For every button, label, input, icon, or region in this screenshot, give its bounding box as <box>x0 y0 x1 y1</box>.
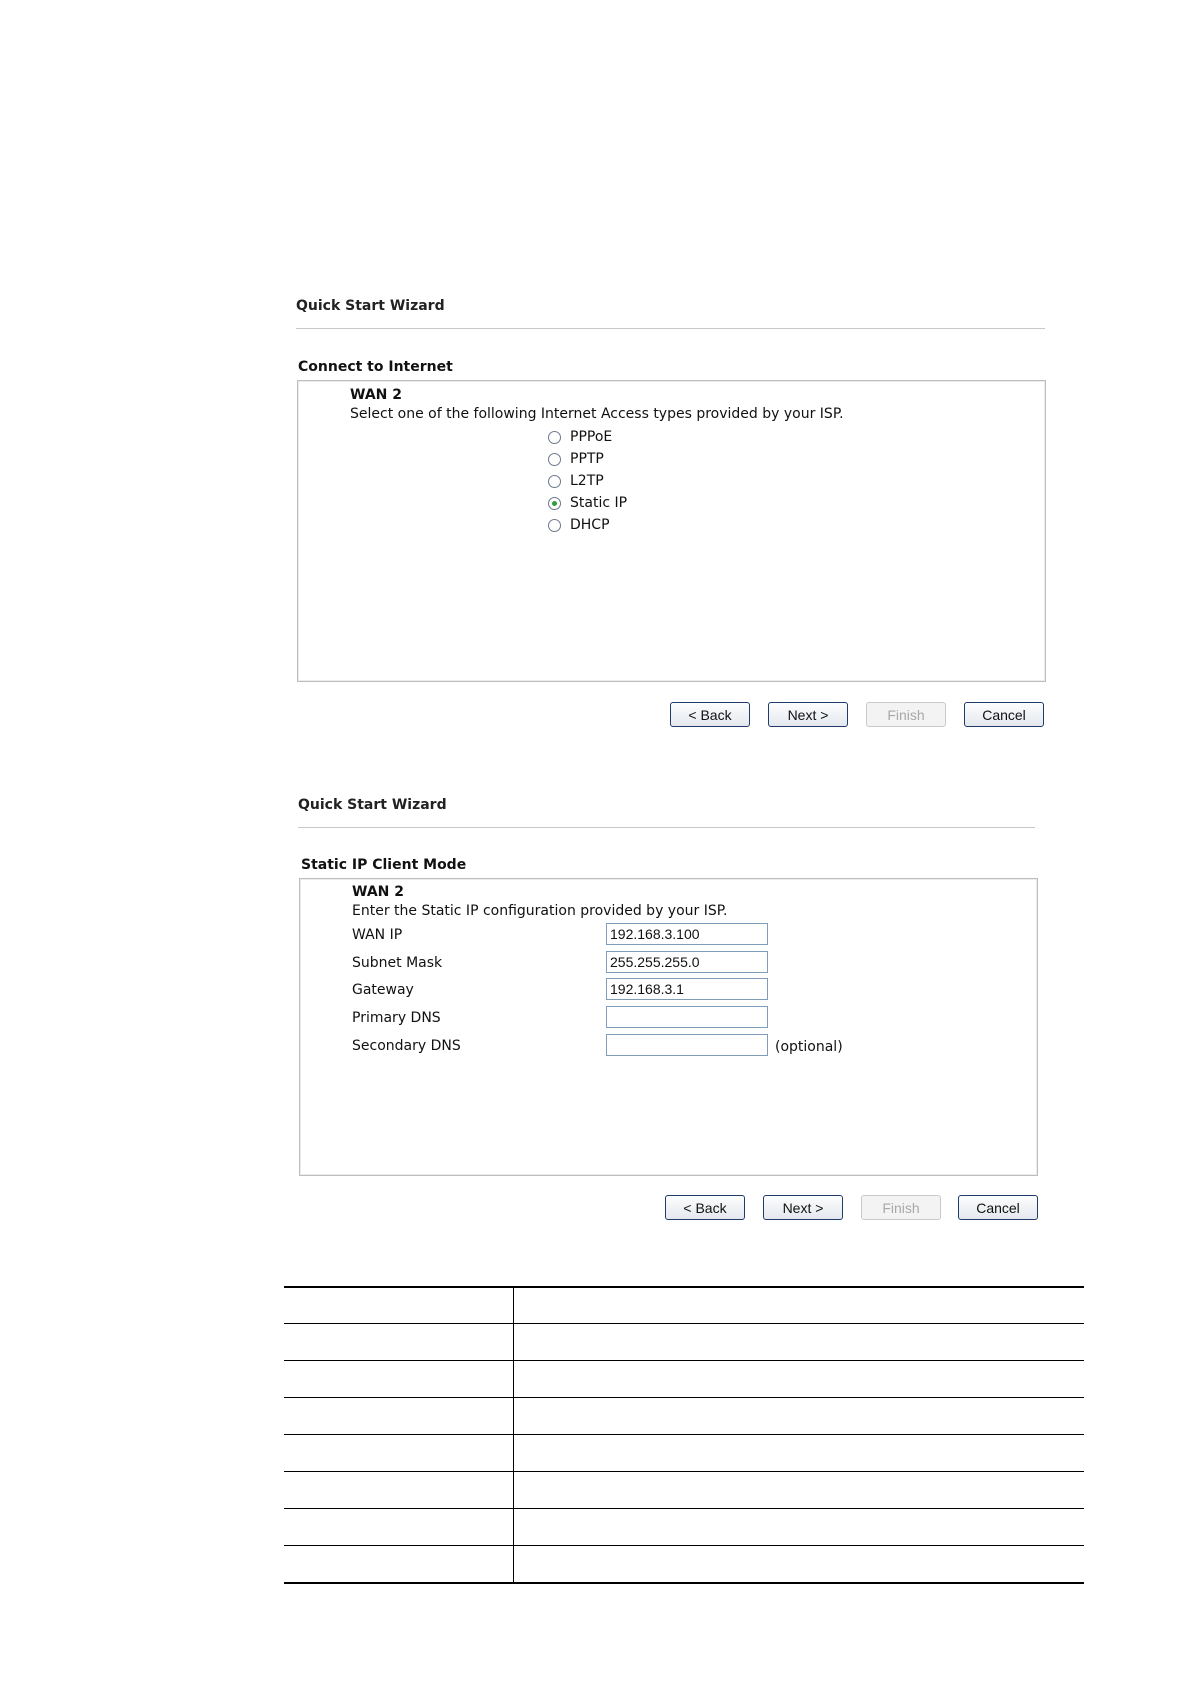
radio-label: L2TP <box>570 473 604 489</box>
next-button[interactable]: Next > <box>763 1195 843 1220</box>
radio-option-l2tp[interactable] <box>548 470 627 492</box>
table-row-divider <box>284 1360 1084 1361</box>
wizard2-title: Quick Start Wizard <box>298 797 447 813</box>
wan-ip-input[interactable] <box>606 923 768 945</box>
table-row-divider <box>284 1471 1084 1472</box>
instruction-text: Select one of the following Internet Access types provided by your ISP. <box>350 406 844 422</box>
back-button[interactable]: < Back <box>665 1195 745 1220</box>
radio-label: Static IP <box>570 495 628 511</box>
wan-label: WAN 2 <box>352 884 404 900</box>
table-row-divider <box>284 1323 1084 1324</box>
radio-option-static-ip[interactable] <box>548 492 627 514</box>
primary-dns-label: Primary DNS <box>352 1010 441 1026</box>
wizard1-title: Quick Start Wizard <box>296 298 445 314</box>
cancel-button[interactable]: Cancel <box>964 702 1044 727</box>
primary-dns-input[interactable] <box>606 1006 768 1028</box>
table-row-divider <box>284 1508 1084 1509</box>
radio-option-dhcp[interactable] <box>548 514 627 536</box>
secondary-dns-label: Secondary DNS <box>352 1038 461 1054</box>
radio-button-icon[interactable] <box>548 475 561 488</box>
table-row-divider <box>284 1434 1084 1435</box>
wan-label: WAN 2 <box>350 387 402 403</box>
wizard2-panel <box>299 878 1038 1176</box>
access-type-radio-group <box>548 426 627 536</box>
subnet-mask-input[interactable] <box>606 951 768 973</box>
table-bottom-border <box>284 1582 1084 1584</box>
back-button[interactable]: < Back <box>670 702 750 727</box>
radio-button-selected-icon[interactable] <box>548 497 561 510</box>
next-button[interactable]: Next > <box>768 702 848 727</box>
field-description-table <box>284 1286 1084 1589</box>
table-top-border <box>284 1286 1084 1288</box>
cancel-button[interactable]: Cancel <box>958 1195 1038 1220</box>
table-column-divider <box>513 1286 514 1582</box>
radio-label: DHCP <box>570 517 610 533</box>
wizard1-title-divider <box>296 328 1045 329</box>
wizard2-title-divider <box>298 827 1035 828</box>
finish-button[interactable]: Finish <box>861 1195 941 1220</box>
table-row-divider <box>284 1545 1084 1546</box>
radio-option-pptp[interactable] <box>548 448 627 470</box>
radio-button-icon[interactable] <box>548 431 561 444</box>
instruction-text: Enter the Static IP configuration provided by your ISP. <box>352 903 728 919</box>
radio-label: PPTP <box>570 451 604 467</box>
radio-button-icon[interactable] <box>548 453 561 466</box>
wizard1-section-title: Connect to Internet <box>298 359 453 375</box>
radio-option-pppoe[interactable] <box>548 426 627 448</box>
secondary-dns-input[interactable] <box>606 1034 768 1056</box>
optional-note: (optional) <box>775 1039 843 1055</box>
radio-label: PPPoE <box>570 429 613 445</box>
gateway-input[interactable] <box>606 978 768 1000</box>
wizard2-section-title: Static IP Client Mode <box>301 857 467 873</box>
radio-button-icon[interactable] <box>548 519 561 532</box>
table-row-divider <box>284 1397 1084 1398</box>
wizard1-panel <box>297 380 1046 682</box>
subnet-mask-label: Subnet Mask <box>352 955 443 971</box>
wan-ip-label: WAN IP <box>352 927 403 943</box>
finish-button[interactable]: Finish <box>866 702 946 727</box>
gateway-label: Gateway <box>352 982 414 998</box>
